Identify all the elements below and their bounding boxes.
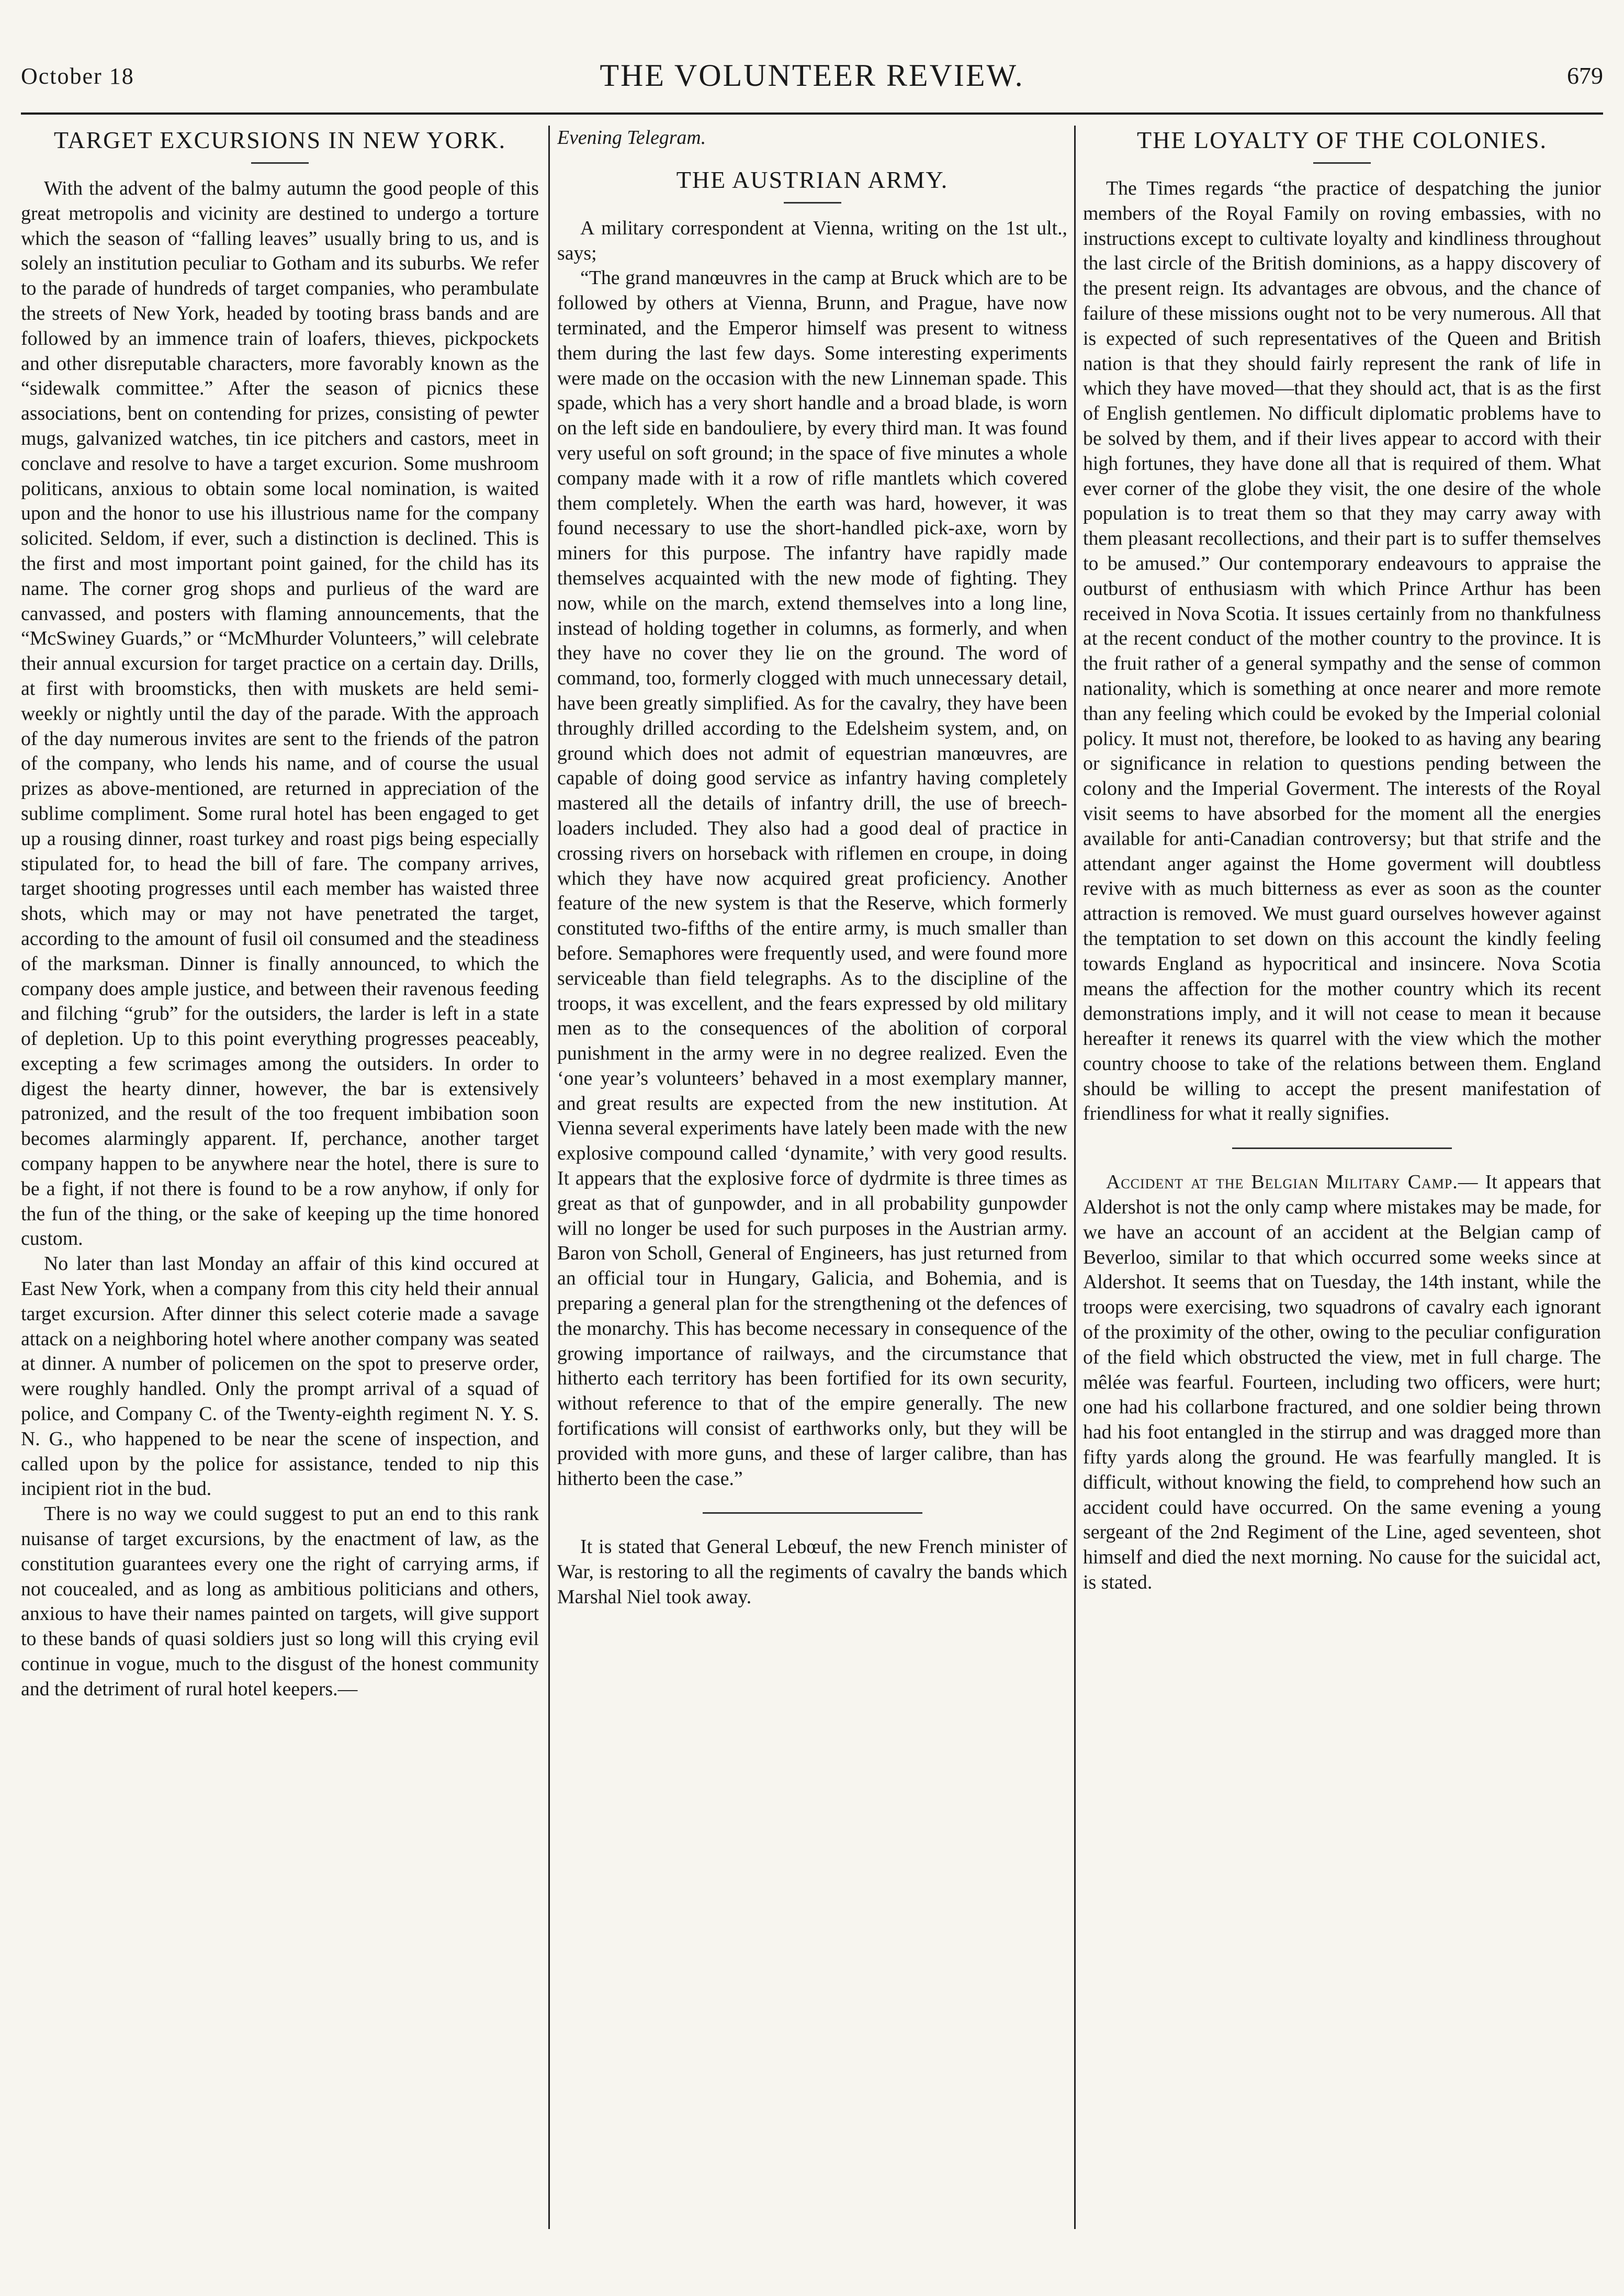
article-paragraph: No later than last Monday an affair of this kind occured at East New York, when a company from this city held their annual target excursion. After dinner this select coterie made a savage attack on a neighboring hotel where another company was seated at dinner. A number of policemen on the spot to preserve order, were roughly handled. Only the prompt arrival of a squad of police, and Company C. of the Twenty-eighth regiment N. Y. S. N. G., who happened to be near the scene of inspection, and called upon by the police for assistance, tended to nip this incipient riot in the bud. bbox=[21, 1253, 539, 1500]
news-item: It is stated that General Lebœuf, the new French minister of War, is restoring to all the regiments of cavalry the bands which Marshal Niel took away. bbox=[557, 1536, 1067, 1608]
article-paragraph: A military correspondent at Vienna, writing on the 1st ult., says; bbox=[557, 217, 1067, 264]
column-divider bbox=[548, 126, 550, 2229]
page-number: 679 bbox=[1567, 62, 1603, 89]
publication-title: THE VOLUNTEER REVIEW. bbox=[600, 58, 1024, 93]
paragraph-text: There is no way we could suggest to put an end to this rank nuisanse of target excursions, by the enactment of law, as the constitution guarantees every one the right of carrying arms, if not coucealed, and as long as ambitious politicians and others, anxious to have their names painted on targets, will give support to these bands of quasi soldiers just so long will this crying evil continue in vogue, much to the disgust of the honest community and the detriment of rural hotel keepers.— bbox=[21, 1503, 539, 1700]
article-heading: THE AUSTRIAN ARMY. bbox=[676, 166, 949, 193]
column-divider bbox=[1074, 126, 1076, 2229]
article-paragraph bbox=[21, 1502, 539, 1702]
news-item-lead: Accident at the Belgian Military Camp.— bbox=[1106, 1171, 1479, 1194]
news-item bbox=[1083, 1170, 1601, 1595]
heading-rule bbox=[784, 202, 841, 204]
running-head bbox=[21, 58, 1603, 105]
heading-rule bbox=[251, 162, 309, 164]
article-heading: THE LOYALTY OF THE COLONIES. bbox=[1137, 127, 1547, 153]
article-paragraph: The Times regards “the practice of despatching the junior members of the Royal Family on roving embassies, with no instructions except to cultivate loyalty and kindliness throughout the last circle of the British dominions, as a happy discovery of the present reign. Its advantages are obvous, and the chance of failure of these missions ought not to be very numerous. All that is expected of such representatives of the Queen and British nation is that they should fairly represent the rank of life in which they have moved—that they should act, that is as the first of English gentlemen. No difficult diplomatic problems have to be solved by them, and if their lives appear to accord with their high fortunes, they have done all that is required of them. What ever corner of the globe they visit, the one desire of the whole population is to treat them so that they may carry away with them pleasant recollections, and their part is to suffer themselves to be amused.” Our contemporary endeavours to appraise the outburst of enthusiasm with which Prince Arthur has been received in Nova Scotia. It issues certainly from no thankfulness at the recent conduct of the mother country to the province. It is the fruit rather of a general sympathy and the sense of common nationality, which is something at once nearer and more remote than any feeling which could be evoked by the Imperial colonial policy. It must not, therefore, be looked to as having any bearing or significance in relation to questions pending between the colony and the Imperial Goverment. The interests of the Royal visit seems to have absorbed for the moment all the energies available for anti-Canadian controversy; but that strife and the attendant anger against the Home goverment will doubtless revive with as much bitterness as ever as soon as the counter attraction is removed. We must guard ourselves however against the temptation to set down on this account the kindly feeling towards England as hypocritical and insincere. Nova Scotia means the affection for the mother country which its recent demonstrations imply, and it will not cease to mean it because hereafter it renews its quarrel with the view which the mother country choose to take of the relations between them. England should be willing to accept the present manifestation of friendliness for what it really signifies. bbox=[1083, 177, 1601, 1125]
heading-rule bbox=[1313, 162, 1371, 164]
article-separator bbox=[703, 1512, 922, 1514]
article-paragraph: “The grand manœuvres in the camp at Bruck which are to be followed by others at Vienna, Brunn, and Prague, have now terminated, and the Emperor himself was present to witness them during the last few days. Some interesting experiments were made on the occasion with the new Linneman spade. This spade, which has a very short handle and a broad blade, is worn on the left side en bandouliere, by every third man. It was found very useful on soft ground; in the space of five minutes a whole company made with it a row of rifle mantlets which covered them completely. When the earth was hard, however, it was found necessary to use the short-handled pick-axe, worn by miners for this purpose. The infantry have rapidly made themselves acquainted with the new mode of fighting. They now, while on the march, extend themselves into a long line, instead of holding together in columns, as formerly, and when they have no cover they lie on the ground. The word of command, too, formerly clogged with much unnecessary detail, have been greatly simplified. As for the cavalry, they have been throughly drilled according to the Edelsheim system, and, on ground which does not admit of equestrian manœuvres, are capable of doing good service as infantry having completely mastered all the details of infantry drill, the use of breech-loaders included. They also had a good deal of practice in crossing rivers on horseback with riflemen en croupe, in doing which they have now acquired great proficiency. Another feature of the new system is that the Reserve, which formerly constituted two-fifths of the entire army, is much smaller than before. Semaphores were frequently used, and were found more serviceable than field telegraphs. As to the discipline of the troops, it was excellent, and the fears expressed by old military men as to the consequences of the abolition of corporal punishment in the army were in no degree realized. Even the ‘one year’s volunteers’ behaved in a most exemplary manner, and great results are expected from the new institution. At Vienna several experiments have lately been made with the new explosive compound called ‘dynamite,’ with very good results. It appears that the explosive force of dydrmite is three times as great as that of gunpowder, and in all probability gunpowder will no longer be used for such purposes in the Austrian army. Baron von Scholl, General of Engineers, has just returned from an official tour in Hungary, Galicia, and Bohemia, and is preparing a general plan for the strengthening ot the defences of the monarchy. This has become necessary in consequence of the growing importance of railways, and the circumstance that hitherto each territory has been fortified for its own security, without reference to that of the empire generally. The new fortifications will consist of earthworks only, but they will be provided with more guns, and these of larger calibre, than has hitherto been the case.” bbox=[557, 267, 1067, 1490]
article-continuation bbox=[557, 126, 1067, 151]
issue-date: October 18 bbox=[21, 63, 134, 89]
article-separator bbox=[1232, 1147, 1452, 1149]
column-1 bbox=[21, 126, 539, 2250]
header-rule bbox=[21, 112, 1603, 115]
news-item-text: It appears that Aldershot is not the only camp where mistakes may be made, for we have an account of an accident at the Belgian camp of Beverloo, similar to that which occurred some weeks since at Aldershot. It seems that on Tuesday, the 14th instant, while the troops were exercising, two squadrons of cavalry each ignorant of the proximity of the other, owing to the peculiar configuration of the field which obstructed the view, met in full charge. The mêlée was fearful. Fourteen, including two officers, were hurt; one had his collarbone fractured, and one soldier being thrown had his foot entangled in the stirrup and was dragged more than fifty yards along the ground. He was fearfully mangled. It is difficult, without knowing the field, to comprehend how such an accident could have occurred. On the same evening a young sergeant of the 2nd Regiment of the Line, aged seventeen, shot himself and died the next morning. No cause for the suicidal act, is stated. bbox=[1083, 1171, 1601, 1594]
article-paragraph: With the advent of the balmy autumn the good people of this great metropolis and vicinity are destined to undergo a torture which the season of “falling leaves” usually bring to us, and is solely an institution peculiar to Gotham and its suburbs. We refer to the parade of hundreds of target companies, who perambulate the streets of New York, headed by tooting brass bands and are followed by an immence train of loafers, thieves, pickpockets and other disreputable characters, more favorably known as the “sidewalk committee.” After the season of picnics these associations, bent on contending for prizes, consisting of pewter mugs, galvanized watches, tin ice pitchers and castors, meet in conclave and resolve to have a target excurion. Some mushroom politicans, anxious to obtain some local nomination, is waited upon and the honor to use his illustrious name for the company solicited. Seldom, if ever, such a distinction is declined. This is the first and most important point gained, for the child has its name. The corner grog shops and purlieus of the ward are canvassed, and posters with flaming announcements, that the “McSwiney Guards,” or “McMhurder Volunteers,” will celebrate their annual excursion for target practice on a certain day. Drills, at first with broomsticks, then with muskets are held semi-weekly or nightly until the day of the parade. With the approach of the day numerous invites are sent to the friends of the patron of the company, who lends his name, and of course the usual prizes as above-mentioned, are returned in appreciation of the sublime compliment. Some rural hotel has been engaged to get up a rousing dinner, roast turkey and roast pigs being especially stipulated for, to head the bill of fare. The company arrives, target shooting progresses until each member has waisted three shots, which may or may not have penetrated the target, according to the amount of fusil oil consumed and the steadiness of the marksman. Dinner is finally announced, to which the company does ample justice, and between their ravenous feeding and filching “grub” for the outsiders, the larder is left in a state of depletion. Up to this point everything progresses peaceably, excepting a few scrimages among the outsiders. In order to digest the hearty dinner, however, the bar is extensively patronized, and the result of the too frequent imbibation soon becomes alarmingly apparent. If, perchance, another target company happen to be anywhere near the hotel, there is sure to be a fight, if not there is found to be a row anyhow, if only for the fun of the thing, or the sake of keeping up the time honored custom. bbox=[21, 177, 539, 1250]
column-3 bbox=[1083, 126, 1601, 2250]
column-2 bbox=[557, 126, 1067, 2250]
article-heading: TARGET EXCURSIONS IN NEW YORK. bbox=[53, 127, 506, 153]
article-source: Evening Telegram. bbox=[557, 127, 706, 149]
